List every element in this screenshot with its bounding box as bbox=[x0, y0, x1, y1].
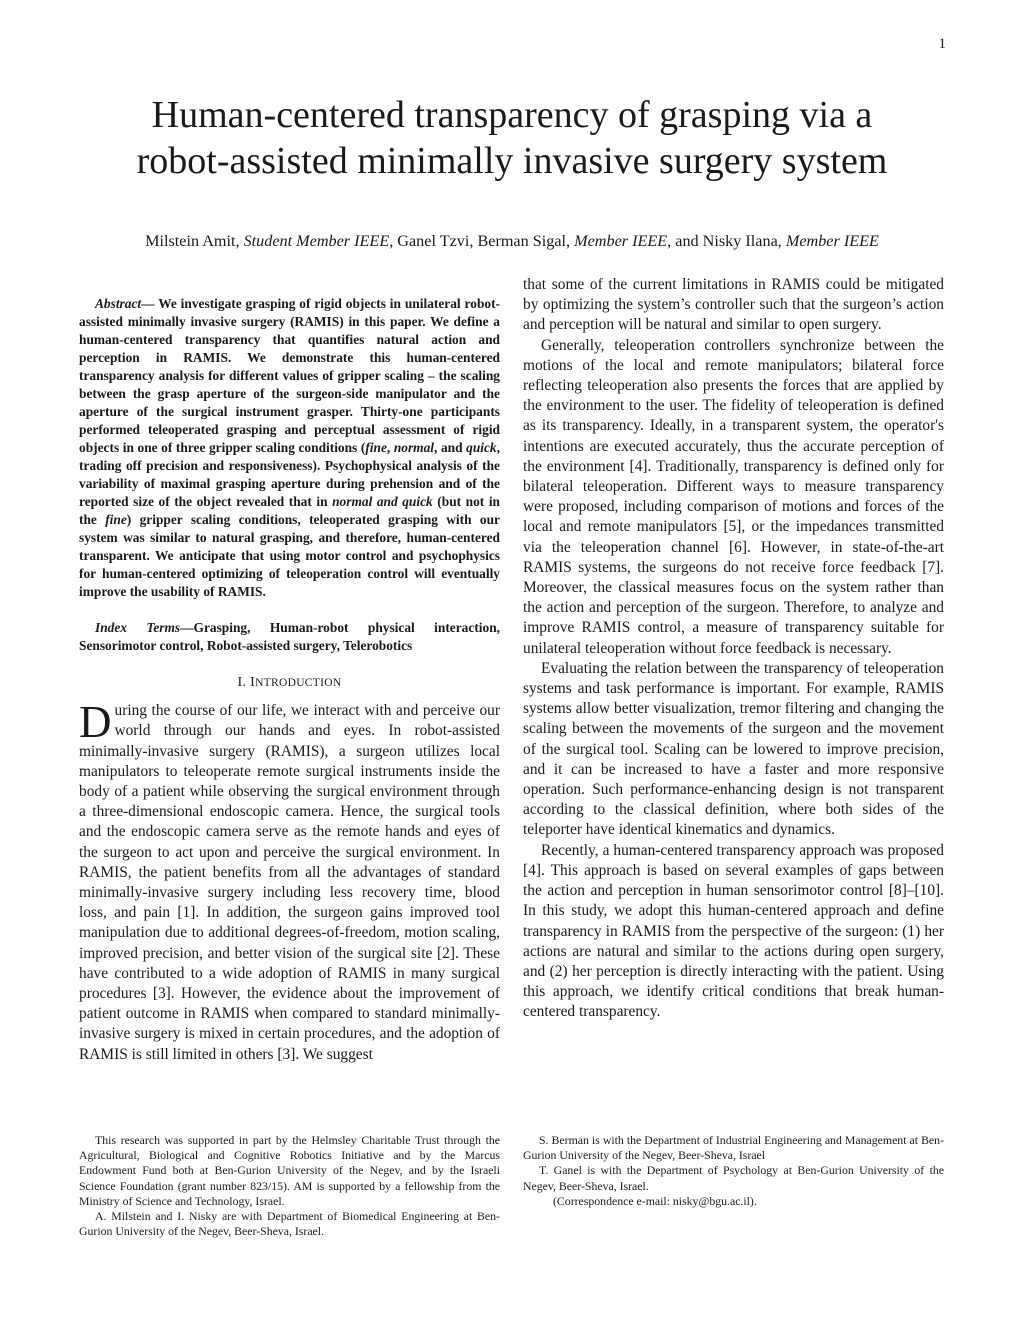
abstract-text-c: (but not in the bbox=[79, 494, 500, 527]
abstract-fine-2: fine bbox=[105, 512, 127, 527]
footnotes-right bbox=[523, 1133, 944, 1209]
abstract-fine: fine bbox=[365, 440, 387, 455]
footnote-funding: This research was supported in part by the Helmsley Charitable Trust through the Agricultural, Biological and Cognitive Robotics Initiative and by the Marcus Endowment Fund both at Ben-Gurion University of the Negev, and by the Israeli Science Foundation (grant number 823/15). AM is supported by a fellowship from the Ministry of Science and Technology, Israel. bbox=[79, 1133, 500, 1208]
paragraph-human-centered: Recently, a human-centered transparency approach was proposed [4]. This approach is based on several examples of gaps between the action and perception in human sensorimotor control [8]–[10]. In this study, we adopt this human-centered approach and define transparency in RAMIS from the perspective of the surgeon: (1) her actions are natural and similar to the actions during open surgery, and (2) her perception is directly interacting with the patient. Using this approach, we identify critical conditions that break human-centered transparency. bbox=[523, 841, 944, 1021]
index-terms-dash: — bbox=[180, 620, 194, 635]
page-number: 1 bbox=[938, 36, 946, 52]
abstract-text-b: , trading off precision and responsiveness). Psychophysical analysis of the variability of maximal grasping aperture during prehension and of the reported size of the object revealed that in bbox=[79, 440, 500, 509]
paragraph-continued: that some of the current limitations in RAMIS could be mitigated by optimizing the system’s controller such that the surgeon’s action and perception will be natural and similar to open surgery. bbox=[523, 276, 944, 334]
footnote-affiliation-1: A. Milstein and I. Nisky are with Department of Biomedical Engineering at Ben-Gurion University of the Negev, Beer-Sheva, Israel. bbox=[79, 1209, 500, 1239]
footnotes-left bbox=[79, 1133, 500, 1239]
abstract-sep2: , and bbox=[434, 440, 467, 455]
left-column bbox=[79, 295, 500, 1065]
paper-title bbox=[60, 92, 964, 184]
paragraph-evaluating: Evaluating the relation between the transparency of teleoperation systems and task performance is important. For example, RAMIS systems allow better visualization, tremor filtering and changing the scaling between the movements of the surgeon and the movement of the surgical tool. Scaling can be lowered to improve precision, and it can be increased to have a faster and more responsive operation. Such performance-enhancing design is not transparent according to the classical definition, where both sides of the teleporter have identical kinematics and dynamics. bbox=[523, 659, 944, 839]
index-terms bbox=[79, 619, 500, 655]
author-1-role: Student Member IEEE bbox=[243, 232, 390, 250]
author-line bbox=[40, 232, 984, 251]
title-line-1: Human-centered transparency of grasping via a bbox=[151, 94, 873, 136]
footnote-correspondence: (Correspondence e-mail: nisky@bgu.ac.il). bbox=[553, 1193, 757, 1208]
abstract-quick: quick bbox=[466, 440, 497, 455]
author-4-role: Member IEEE bbox=[785, 232, 879, 250]
right-column bbox=[523, 275, 944, 1023]
section-title-initial: I bbox=[250, 675, 256, 690]
abstract-label: Abstract bbox=[95, 296, 142, 311]
section-title-rest: NTRODUCTION bbox=[255, 677, 342, 689]
section-numeral: I. bbox=[237, 675, 251, 690]
author-3-role: Member IEEE bbox=[574, 232, 668, 250]
drop-cap: D bbox=[79, 697, 112, 748]
intro-text: uring the course of our life, we interact with and perceive our world through our hands and eyes. In robot-assisted minimally-invasive surgery (RAMIS), a surgeon utilizes local manipulators to teleoperate remote surgical instruments inside the body of a patient while observing the surgical environment through a three-dimensional endoscopic camera. Hence, the surgical tools and the endoscopic camera serve as the remote hands and eyes of the surgeon to act upon and perceive the surgical environment. In RAMIS, the patient benefits from all the advantages of standard minimally-invasive surgery including less recovery time, blood loss, and pain [1]. In addition, the surgeon gains improved tool manipulation due to additional degrees-of-freedom, motion scaling, improved precision, and better vision of the surgical site [2]. These have contributed to a wide adoption of RAMIS in many surgical procedures [3]. However, the evidence about the improvement of patient outcome in RAMIS when compared to standard minimally-invasive surgery is mixed in certain procedures, and the adoption of RAMIS is still limited in others [3]. We suggest bbox=[79, 702, 500, 1063]
abstract-text-a: We investigate grasping of rigid objects in unilateral robot-assisted minimally invasive surgery (RAMIS) in this paper. We define a human-centered transparency that quantifies natural action and perception in RAMIS. We demonstrate this human-centered transparency analysis for different values of gripper scaling – the scaling between the grasp aperture of the surgeon-side manipulator and the aperture of the surgical instrument grasper. Thirty-one participants performed teleoperated grasping and perceptual assessment of rigid objects in one of three gripper scaling conditions ( bbox=[79, 296, 500, 455]
paragraph-teleoperation: Generally, teleoperation controllers synchronize between the motions of the local and remote manipulators; bilateral force reflecting teleoperation also presents the forces that are applied by the environment to the user. The fidelity of teleoperation is defined as its transparency. Ideally, in a transparent system, the operator's intentions are executed accurately, thus the accurate perception of the environment [4]. Traditionally, transparency is defined only for bilateral teleoperation. Different ways to measure transparency were proposed, including comparison of motions and forces of the local and remote manipulators [5], or the impedances transmitted via the teleoperation channel [6]. However, in state-of-the-art RAMIS systems, the surgeons do not receive force feedback [7]. Moreover, the classical measures focus on the system rather than the action and perception of the surgeon. Therefore, to analyze and improve RAMIS control, a measure of transparency suitable for unilateral teleoperation without force feedback is necessary. bbox=[523, 336, 944, 657]
abstract-normal: normal bbox=[393, 440, 435, 455]
author-1: Milstein Amit, bbox=[145, 232, 244, 250]
abstract-text-d: ) gripper scaling conditions, teleoperated grasping with our system was similar to natural grasping, and therefore, human-centered transparent. We anticipate that using motor control and psychophysics for human-centered optimizing of teleoperation control will eventually improve the usability of RAMIS. bbox=[79, 512, 500, 599]
abstract-dash: — bbox=[141, 296, 159, 311]
abstract-normal-quick: normal and quick bbox=[332, 494, 433, 509]
footnote-affiliation-3: T. Ganel is with the Department of Psychology at Ben-Gurion University of the Negev, Beer-Sheva, Israel. bbox=[523, 1163, 944, 1193]
index-terms-text: Grasping, Human-robot physical interaction, Sensorimotor control, Robot-assisted surgery, Telerobotics bbox=[79, 620, 500, 653]
author-2-3: , Ganel Tzvi, Berman Sigal, bbox=[389, 232, 575, 250]
abstract bbox=[79, 295, 500, 601]
intro-paragraph bbox=[79, 697, 500, 1065]
index-terms-label: Index Terms bbox=[95, 620, 181, 635]
author-4: , and Nisky Ilana, bbox=[667, 232, 786, 250]
title-line-2: robot-assisted minimally invasive surgery system bbox=[136, 140, 888, 182]
section-heading-introduction bbox=[79, 673, 500, 693]
footnote-affiliation-2: S. Berman is with the Department of Industrial Engineering and Management at Ben-Gurion University of the Negev, Beer-Sheva, Israel bbox=[523, 1133, 944, 1163]
abstract-sep1: , bbox=[386, 440, 394, 455]
